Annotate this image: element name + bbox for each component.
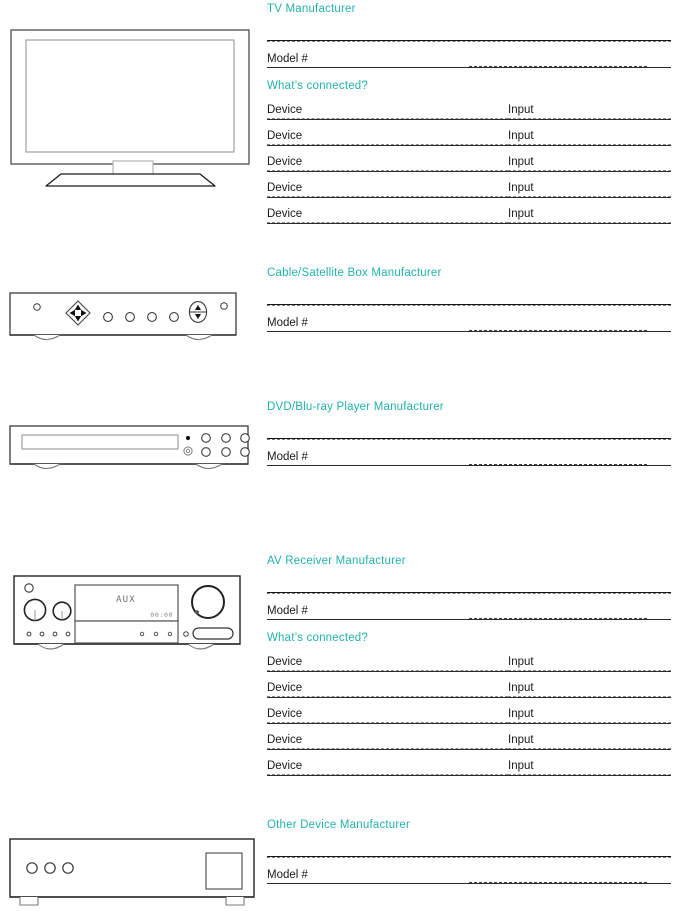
model-number-label: Model #: [267, 317, 308, 329]
device-label: Device: [267, 182, 303, 194]
input-write-line: [508, 749, 671, 750]
input-field[interactable]: [508, 655, 671, 672]
section-heading-disc-player: DVD/Blu-ray Player Manufacturer: [267, 401, 444, 413]
model-number-row-cable-box[interactable]: [267, 316, 671, 333]
section-heading-tv: TV Manufacturer: [267, 3, 356, 15]
section-other-device: [267, 818, 671, 885]
illustration-cable-box: [8, 291, 240, 347]
input-field[interactable]: [508, 129, 671, 146]
device-write-line-dashed: [267, 222, 508, 223]
device-input-row[interactable]: [267, 676, 671, 702]
model-write-line: [267, 619, 671, 620]
manufacturer-write-line-other-device[interactable]: [267, 856, 671, 858]
device-input-row[interactable]: [267, 728, 671, 754]
device-label: Device: [267, 656, 303, 668]
device-write-line: [267, 197, 508, 198]
input-write-line: [508, 145, 671, 146]
section-av-receiver: [267, 554, 671, 780]
model-write-line-dashed: [469, 618, 647, 619]
device-write-line-dashed: [267, 144, 508, 145]
input-write-line-dashed: [508, 696, 671, 697]
input-write-line-dashed: [508, 144, 671, 145]
section-heading-av-receiver: AV Receiver Manufacturer: [267, 555, 406, 567]
device-write-line-dashed: [267, 774, 508, 775]
input-label: Input: [508, 760, 534, 772]
input-write-line-dashed: [508, 722, 671, 723]
model-number-label: Model #: [267, 605, 308, 617]
input-write-line: [508, 775, 671, 776]
manufacturer-write-line-tv[interactable]: [267, 40, 671, 42]
model-write-line-dashed: [469, 66, 647, 67]
illustration-disc-player: [8, 424, 254, 476]
input-label: Input: [508, 682, 534, 694]
device-input-row[interactable]: [267, 176, 671, 202]
device-label: Device: [267, 682, 303, 694]
input-write-line: [508, 119, 671, 120]
device-write-line-dashed: [267, 748, 508, 749]
input-label: Input: [508, 104, 534, 116]
receiver-display-source: AUX: [116, 595, 136, 605]
device-write-line-dashed: [267, 696, 508, 697]
section-tv: [267, 2, 671, 228]
connected-heading-av-receiver: What’s connected?: [267, 632, 368, 644]
input-write-line: [508, 671, 671, 672]
input-label: Input: [508, 156, 534, 168]
input-label: Input: [508, 208, 534, 220]
receiver-display-clock: 00:00: [150, 611, 173, 619]
device-write-line: [267, 119, 508, 120]
illustration-other-device: [8, 837, 258, 911]
model-write-line: [267, 883, 671, 884]
model-number-row-av-receiver[interactable]: [267, 604, 671, 621]
input-write-line: [508, 223, 671, 224]
illustration-television: [8, 28, 253, 193]
device-write-line: [267, 749, 508, 750]
input-field[interactable]: [508, 207, 671, 224]
device-field[interactable]: [267, 707, 508, 724]
device-field[interactable]: [267, 103, 508, 120]
section-heading-other-device: Other Device Manufacturer: [267, 819, 411, 831]
model-write-line-dashed: [469, 464, 647, 465]
device-label: Device: [267, 708, 303, 720]
device-label: Device: [267, 104, 303, 116]
model-write-line: [267, 465, 671, 466]
input-write-line: [508, 697, 671, 698]
input-write-line-dashed: [508, 118, 671, 119]
device-write-line-dashed: [267, 118, 508, 119]
input-write-line-dashed: [508, 670, 671, 671]
device-write-line: [267, 697, 508, 698]
device-write-line-dashed: [267, 670, 508, 671]
input-label: Input: [508, 656, 534, 668]
manufacturer-write-line-cable-box[interactable]: [267, 304, 671, 306]
device-field[interactable]: [267, 129, 508, 146]
device-write-line-dashed: [267, 196, 508, 197]
device-field[interactable]: [267, 733, 508, 750]
section-disc-player: [267, 400, 671, 467]
input-write-line-dashed: [508, 196, 671, 197]
device-input-row[interactable]: [267, 124, 671, 150]
input-field[interactable]: [508, 155, 671, 172]
device-input-row[interactable]: [267, 150, 671, 176]
device-field[interactable]: [267, 681, 508, 698]
device-label: Device: [267, 760, 303, 772]
model-number-row-disc-player[interactable]: [267, 450, 671, 467]
input-write-line-dashed: [508, 774, 671, 775]
model-write-line-dashed: [469, 882, 647, 883]
device-write-line: [267, 145, 508, 146]
device-write-line: [267, 223, 508, 224]
input-write-line: [508, 171, 671, 172]
model-number-row-other-device[interactable]: [267, 868, 671, 885]
device-field[interactable]: [267, 181, 508, 198]
connected-heading-tv: What’s connected?: [267, 80, 368, 92]
device-field[interactable]: [267, 759, 508, 776]
manufacturer-write-line-av-receiver[interactable]: [267, 592, 671, 594]
input-field[interactable]: [508, 681, 671, 698]
input-label: Input: [508, 708, 534, 720]
device-write-line: [267, 171, 508, 172]
device-write-line: [267, 723, 508, 724]
manufacturer-write-line-disc-player[interactable]: [267, 438, 671, 440]
device-label: Device: [267, 734, 303, 746]
input-field[interactable]: [508, 707, 671, 724]
device-label: Device: [267, 130, 303, 142]
illustration-av-receiver: [12, 574, 244, 660]
input-write-line-dashed: [508, 222, 671, 223]
model-write-line: [267, 331, 671, 332]
input-field[interactable]: [508, 759, 671, 776]
input-write-line: [508, 197, 671, 198]
input-write-line: [508, 723, 671, 724]
input-field[interactable]: [508, 103, 671, 120]
model-number-label: Model #: [267, 451, 308, 463]
device-input-row[interactable]: [267, 650, 671, 676]
model-number-row-tv[interactable]: [267, 52, 671, 69]
device-write-line-dashed: [267, 722, 508, 723]
device-input-row[interactable]: [267, 754, 671, 780]
device-write-line: [267, 775, 508, 776]
input-field[interactable]: [508, 733, 671, 750]
section-heading-cable-box: Cable/Satellite Box Manufacturer: [267, 267, 442, 279]
device-write-line-dashed: [267, 170, 508, 171]
device-input-row[interactable]: [267, 702, 671, 728]
model-write-line-dashed: [469, 330, 647, 331]
section-cable-box: [267, 266, 671, 333]
device-field[interactable]: [267, 207, 508, 224]
device-input-row[interactable]: [267, 202, 671, 228]
model-number-label: Model #: [267, 869, 308, 881]
model-number-label: Model #: [267, 53, 308, 65]
input-write-line-dashed: [508, 748, 671, 749]
device-label: Device: [267, 208, 303, 220]
device-input-row[interactable]: [267, 98, 671, 124]
input-field[interactable]: [508, 181, 671, 198]
input-label: Input: [508, 734, 534, 746]
input-label: Input: [508, 130, 534, 142]
model-write-line: [267, 67, 671, 68]
device-label: Device: [267, 156, 303, 168]
input-write-line-dashed: [508, 170, 671, 171]
device-write-line: [267, 671, 508, 672]
input-label: Input: [508, 182, 534, 194]
device-field[interactable]: [267, 155, 508, 172]
device-field[interactable]: [267, 655, 508, 672]
